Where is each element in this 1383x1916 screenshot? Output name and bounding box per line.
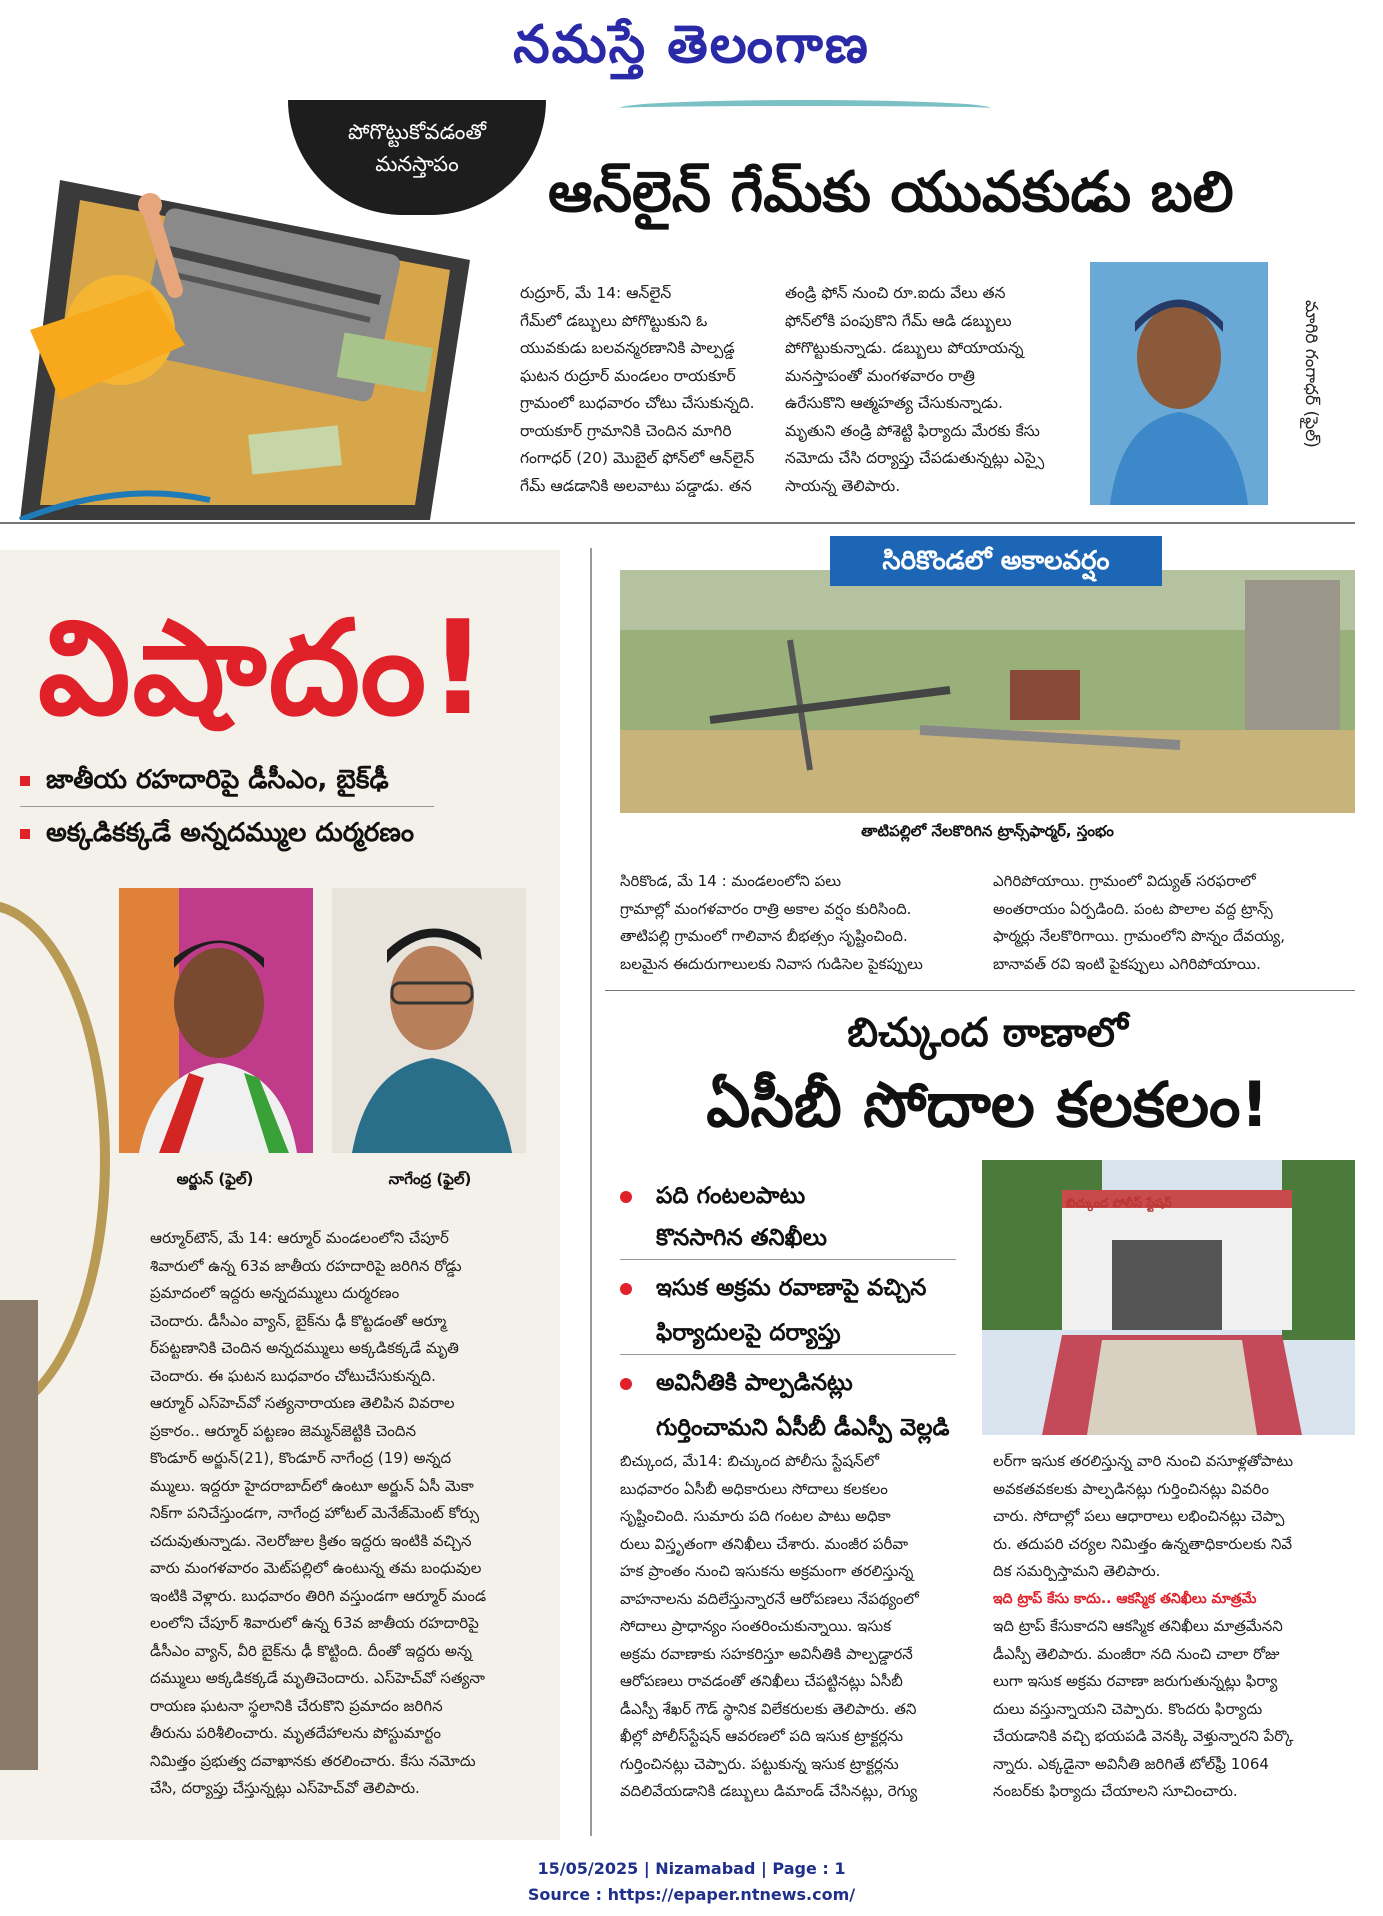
text-line: రులు విస్తృతంగా తనిఖీలు చేశారు. మంజీర పరీవా [620, 1534, 909, 1553]
text-line: పోగొట్టుకున్నాడు. డబ్బులు పోయాయన్న [785, 339, 1024, 357]
bullet-dot [620, 1283, 632, 1295]
text-line: బిచ్కుంద, మే14: బిచ్కుంద పోలీసు స్టేషన్‌లో [620, 1452, 880, 1470]
story1-headline: ఆన్‌లైన్ గేమ్‌కు యువకుడు బలి [548, 160, 1234, 225]
text-line: ప్రమాదంలో ఇద్దరు అన్నదమ్ములు దుర్మరణం [150, 1284, 400, 1302]
text-line: లంలోని చేపూర్ శివారులో ఉన్న 63వ జాతీయ రహదారిపై [150, 1614, 479, 1632]
text-line: ఆర్మూర్‌టౌన్, మే 14: ఆర్మూర్ మండలంలోని చేపూర్ [150, 1229, 449, 1247]
story1-column-2 [785, 280, 1075, 500]
story3-column-2 [993, 868, 1355, 978]
fallen-transformer-photo [620, 570, 1355, 813]
text-line: తాటిపల్లి గ్రామంలో గాలివాన బీభత్సం సృష్టించింది. [620, 927, 908, 945]
text-line: గేమ్‌లో డబ్బులు పోగొట్టుకుని ఓ [520, 311, 708, 330]
bullet-divider [20, 806, 434, 807]
story4-bullet-2 [620, 1264, 980, 1312]
text-line: శివారులో ఉన్న 63వ జాతీయ రహదారిపై జరిగిన రోడ్డు [150, 1256, 462, 1275]
text-line: గుర్తించినట్లు చెప్పారు. పట్టుకున్న ఇసుక ట్రాక్టర్లను [620, 1754, 899, 1773]
text-line: చారు. సోదాల్లో పలు ఆధారాలు లభించినట్లు చెప్పా [993, 1507, 1285, 1525]
text-line: ఇంటికి వెళ్లారు. బుధవారం తిరిగి వస్తుండగా ఆర్మూర్ మండ [150, 1586, 487, 1605]
story4-column-1 [620, 1448, 975, 1806]
masthead [0, 0, 1383, 100]
text-line: వదిలివేయడానికి డబ్బులు డిమాండ్ చేసినట్లు, రెగ్యు [620, 1782, 918, 1800]
story4-bullet-3 [620, 1359, 980, 1407]
footer-date-edition: 15/05/2025 | Nizamabad | Page : 1 [537, 1859, 846, 1878]
text-line: కొండూర్ అర్జున్(21), కొండూర్ నాగేంద్ర (19) అన్నద [150, 1449, 452, 1467]
bullet-text: కొనసాగిన తనిఖీలు [656, 1225, 827, 1251]
text-line: వారు మంగళవారం మెట్‌పల్లిలో ఉంటున్న తమ బంధువుల [150, 1559, 482, 1577]
police-station-sign: బిచ్కుంద పోలీస్ స్టేషన్ [1066, 1196, 1172, 1210]
text-line: బలమైన ఈదురుగాలులకు నివాస గుడిసెల పైకప్పులు [620, 954, 923, 973]
story4-sub-headline: బిచ్కుంద ఠాణాలో [847, 1010, 1128, 1056]
nagendra-caption: నాగేంద్ర (ఫైల్) [388, 1170, 472, 1188]
text-line: చేయడానికి వచ్చి భయపడి వెనక్కి వెళ్తున్నారని పేర్కొ [993, 1727, 1294, 1745]
story1-column-1 [520, 280, 768, 500]
bullet-text: అక్కడికక్కడే అన్నదమ్ముల దుర్మరణం [46, 818, 415, 848]
text-line: మ్ములు. ఇద్దరూ హైదరాబాద్‌లో ఉంటూ అర్జున్ ఏసీ మెకా [150, 1476, 474, 1495]
text-line: లర్‌గా ఇసుక తరలిస్తున్న వారి నుంచి వసూళ్లతోపాటు [993, 1452, 1294, 1470]
text-line: ర్‌పట్టణానికి చెందిన అన్నదమ్ములు అక్కడికక్కడే మృతి [150, 1339, 459, 1357]
text-line: ఖీల్లో పోలీస్‌స్టేషన్ ఆవరణలో పది ఇసుక ట్రాక్టర్లను [620, 1727, 904, 1745]
story4-bullets [620, 1175, 980, 1449]
text-line: సోదాలు ప్రాధాన్యం సంతరించుకున్నాయి. ఇసుక [620, 1617, 892, 1635]
story3-photo-caption: తాటిపల్లిలో నేలకొరిగిన ట్రాన్స్‌ఫార్మర్, స్తంభం [861, 822, 1114, 840]
section-divider [0, 522, 1355, 524]
text-line: చెందారు. డీసీఎం వ్యాన్, బైక్‌ను ఢీ కొట్టడంతో ఆర్మూ [150, 1311, 447, 1330]
story2-bullet-1 [20, 765, 389, 801]
story4-headline: ఏసీబీ సోదాల కలకలం! [706, 1068, 1269, 1141]
text-line: నంబర్‌కు ఫిర్యాదు చేయాలని సూచించారు. [993, 1782, 1238, 1800]
bullet-dot [620, 1191, 632, 1203]
story4-column-2 [993, 1448, 1355, 1806]
page-footer [0, 1856, 1383, 1908]
text-line: డీఎస్పీ శేఖర్ గౌడ్ స్థానిక విలేకరులకు తెలిపారు. తని [620, 1699, 917, 1718]
bullet-text: అవినీతికి పాల్పడినట్లు [656, 1370, 853, 1396]
text-line: వాహనాలను వదిలేస్తున్నారనే ఆరోపణలు నేపథ్యంలో [620, 1589, 919, 1608]
story4-bullet-1-cont [620, 1217, 956, 1260]
text-line: గ్రామంలో బుధవారం చోటు చేసుకున్నది. [520, 394, 755, 412]
text-line: ఆరోపణలు రావడంతో తనిఖీలు చేపట్టినట్లు ఏసీబీ [620, 1672, 903, 1690]
footer-source: Source : https://epaper.ntnews.com/ [527, 1885, 856, 1904]
nagendra-photo [332, 888, 526, 1153]
cropped-photo-edge [0, 1300, 38, 1770]
story2-bullet-2 [20, 818, 414, 854]
masthead-title: నమస్తే తెలంగాణ [513, 14, 870, 75]
text-line: డీఎస్పీ తెలిపారు. మంజీరా నది నుంచి చాలా రోజు [993, 1644, 1280, 1663]
text-line: నిక్‌గా పనిచేస్తుండగా, నాగేంద్ర హోటల్ మెనేజ్‌మెంట్ కోర్సు [150, 1504, 480, 1522]
text-line: తండ్రి ఫోన్ నుంచి రూ.ఐదు వేలు తన [785, 284, 1006, 302]
text-line: గేమ్ ఆడడానికి అలవాటు పడ్డాడు. తన [520, 476, 752, 495]
bullet-text: జాతీయ రహదారిపై డీసీఎం, బైక్‌ఢీ [46, 765, 389, 795]
text-line: సాయన్న తెలిపారు. [785, 476, 901, 495]
text-line: ఎగిరిపోయాయి. గ్రామంలో విద్యుత్ సరఫరాలో [993, 872, 1256, 890]
text-line: బుధవారం ఏసీబీ అధికారులు సోదాలు కలకలం [620, 1479, 888, 1498]
text-line: నిమిత్తం ప్రభుత్వ దవాఖానకు తరలించారు. కేసు నమోదు [150, 1751, 476, 1770]
text-line: హక ప్రాంతం నుంచి ఇసుకను అక్రమంగా తరలిస్తున్న [620, 1562, 914, 1580]
story3-banner: సిరికొండలో అకాలవర్షం [830, 536, 1162, 586]
bullet-text: గుర్తించామని ఏసీబీ డీఎస్పీ వెల్లడి [656, 1415, 950, 1441]
text-line: చెందారు. ఈ ఘటన బుధవారం చోటుచేసుకున్నది. [150, 1366, 436, 1385]
text-line: ఉరేసుకొని ఆత్మహత్య చేసుకున్నాడు. [785, 394, 1003, 412]
column-divider [590, 548, 592, 1836]
gangadhar-photo-caption: మాగిరి గంగాధర్ (ఫైల్) [1301, 300, 1321, 448]
bullet-dot [620, 1378, 632, 1390]
text-line: ఫోన్‌లోకి పంపుకొని గేమ్ ఆడి డబ్బులు [785, 311, 1012, 330]
story4-bullet-1 [620, 1175, 980, 1217]
story2-big-word: విషాదం! [38, 592, 490, 744]
bullet-square [20, 776, 30, 786]
text-line: మనస్తాపంతో మంగళవారం రాత్రి [785, 366, 975, 385]
decorative-arc [620, 100, 990, 116]
text-line: చదువుతున్నాడు. నెలరోజుల క్రితం ఇద్దరు ఇంటికి వచ్చిన [150, 1531, 472, 1550]
circle-label-line2: మనస్తాపం [375, 152, 459, 176]
story3-column-1 [620, 868, 975, 978]
circle-label-line1: పోగొట్టుకోవడంతో [348, 120, 486, 144]
text-line: ఆర్మూర్ ఎస్‌హెచ్‌వో సత్యనారాయణ తెలిపిన వివరాల [150, 1394, 455, 1412]
text-line: లుగా ఇసుక అక్రమ రవాణా జరుగుతున్నట్లు ఫిర్యా [993, 1672, 1278, 1690]
text-line: ఫార్మర్లు నేలకొరిగాయి. గ్రామంలోని పొన్నం దేవయ్య, [993, 927, 1285, 945]
text-line: రాయణ ఘటనా స్థలానికి చేరుకొని ప్రమాదం జరిగిన [150, 1696, 443, 1715]
text-line: దిక సమర్పిస్తామని తెలిపారు. [993, 1562, 1161, 1580]
text-line: సృష్టించింది. సుమారు పది గంటల పాటు అధికా [620, 1507, 891, 1525]
text-line: మృతుని తండ్రి పోశెట్టి ఫిర్యాదు మేరకు కేసు [785, 421, 1040, 440]
text-line: డీసీఎం వ్యాన్, వీరి బైక్‌ను ఢీ కొట్టింది. దీంతో ఇద్దరు అన్న [150, 1641, 472, 1660]
text-line: ఇది ట్రాప్ కేసుకాదని ఆకస్మిక తనిఖీలు మాత్రమేనని [993, 1617, 1283, 1635]
text-line: దులు వస్తున్నాయని చెప్పారు. కొందరు ఫిర్యాదు [993, 1699, 1263, 1718]
arjun-photo [119, 888, 313, 1153]
text-line: యువకుడు బలవన్మరణానికి పాల్పడ్డ [520, 339, 735, 357]
text-line: రుద్రూర్, మే 14: ఆన్‌లైన్ [520, 284, 672, 302]
text-line: బానావత్ రవి ఇంటి పైకప్పులు ఎగిరిపోయాయి. [993, 954, 1261, 973]
gangadhar-photo [1090, 262, 1268, 505]
bullet-text: ఫిర్యాదులపై దర్యాప్తు [656, 1320, 841, 1346]
text-line: అక్రమ రవాణాకు సహకరిస్తూ అవినీతికి పాల్పడ్డారనే [620, 1644, 913, 1663]
story4-col2-subhead: ఇది ట్రాప్ కేసు కాదు.. ఆకస్మిక తనిఖీలు మాత్రమే [993, 1590, 1257, 1607]
text-line: న్నారు. ఎక్కడైనా అవినీతి జరిగితే టోల్‌ఫ్రీ 1064 [993, 1754, 1269, 1773]
story2-body [150, 1225, 538, 1803]
text-line: అవకతవకలకు పాల్పడినట్లు గుర్తించినట్లు వివరిం [993, 1479, 1269, 1498]
text-line: గ్రామాల్లో మంగళవారం రాత్రి అకాల వర్షం కురిసింది. [620, 899, 912, 918]
text-line: తీరును పరిశీలించారు. మృతదేహాలను పోస్టుమార్టం [150, 1724, 441, 1742]
text-line: సిరికొండ, మే 14 : మండలంలోని పలు [620, 872, 842, 890]
story4-bullet-2-cont [620, 1312, 956, 1355]
arjun-caption: అర్జున్ (ఫైల్) [176, 1170, 254, 1188]
text-line: రు. తదుపరి చర్యల నిమిత్తం ఉన్నతాధికారులకు నివే [993, 1534, 1293, 1553]
text-line: ప్రకారం.. ఆర్మూర్ పట్టణం జెమ్మన్‌జెట్టికి చెందిన [150, 1421, 417, 1440]
story4-bullet-3-cont [620, 1407, 980, 1449]
text-line: అంతరాయం ఏర్పడింది. పంట పొలాల వద్ద ట్రాన్స్ [993, 899, 1273, 918]
text-line: రాయకూర్ గ్రామానికి చెందిన మాగిరి [520, 421, 732, 440]
bullet-square [20, 829, 30, 839]
text-line: ఘటన రుద్రూర్ మండలం రాయకూర్ [520, 366, 736, 385]
bullet-text: పది గంటలపాటు [656, 1183, 806, 1209]
bullet-text: ఇసుక అక్రమ రవాణాపై వచ్చిన [656, 1275, 927, 1301]
text-line: గంగాధర్ (20) మొబైల్ ఫోన్‌లో ఆన్‌లైన్ [520, 449, 755, 467]
section-divider [605, 990, 1355, 991]
text-line: చేసి, దర్యాప్తు చేస్తున్నట్లు ఎస్‌హెచ్‌వో తెలిపారు. [150, 1779, 420, 1797]
text-line: నమోదు చేసి దర్యాప్తు చేపడుతున్నట్లు ఎస్సై [785, 449, 1045, 467]
text-line: దమ్ములు అక్కడికక్కడే మృతిచెందారు. ఎస్‌హెచ్‌వో సత్యనా [150, 1669, 486, 1687]
